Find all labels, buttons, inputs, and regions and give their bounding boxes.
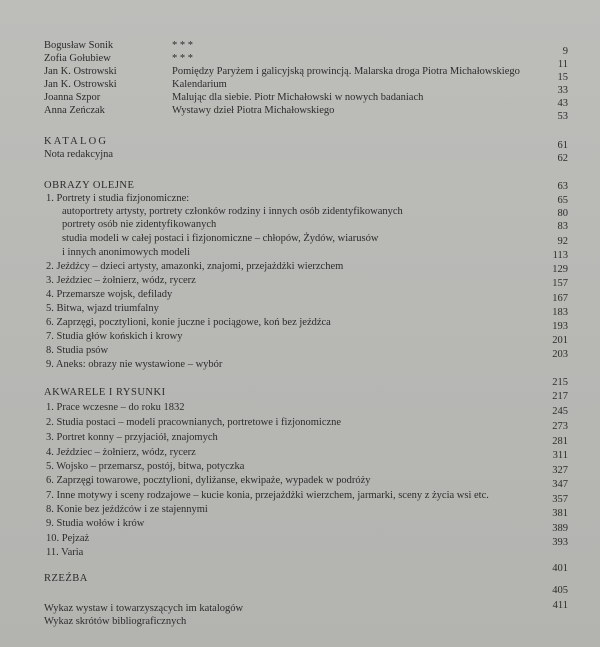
toc-entry: portrety osób nie zidentyfikowanych <box>62 219 217 230</box>
toc-entry: 2. Studia postaci – modeli pracownianych, portretowe i fizjonomiczne <box>46 417 342 428</box>
page-number: 11 <box>557 59 568 70</box>
page-number: 43 <box>557 98 568 109</box>
akwarele-heading: AKWARELE I RYSUNKI <box>44 387 166 398</box>
page-number: 63 <box>557 181 568 192</box>
katalog-heading: KATALOG <box>44 136 109 147</box>
essay-title: * * * <box>172 53 193 64</box>
page-number: 167 <box>552 293 568 304</box>
author-name: Jan K. Ostrowski <box>44 66 117 77</box>
toc-entry: 1. Portrety i studia fizjonomiczne: <box>46 193 190 204</box>
page-number: 129 <box>552 264 568 275</box>
page-number: 217 <box>552 391 568 402</box>
page-number: 347 <box>552 479 568 490</box>
wykaz-wystaw: Wykaz wystaw i towarzyszących im katalogów <box>44 603 244 614</box>
essay-title: Kalendarium <box>172 79 227 90</box>
toc-entry: 9. Studia wołów i krów <box>46 518 145 529</box>
page-number: 65 <box>557 195 568 206</box>
page-number: 201 <box>552 335 568 346</box>
toc-entry: 7. Studia głów końskich i krowy <box>46 331 183 342</box>
toc-entry: 6. Zaprzęgi towarowe, pocztylioni, dyliżanse, ekwipaże, wypadek w podróży <box>46 475 371 486</box>
page-number: 83 <box>557 221 568 232</box>
toc-entry: 8. Studia psów <box>46 345 109 356</box>
toc-entry: 1. Prace wczesne – do roku 1832 <box>46 402 185 413</box>
toc-entry: studia modeli w całej postaci i fizjonomiczne – chłopów, Żydów, wiarusów <box>62 233 379 244</box>
page-number: 281 <box>552 436 568 447</box>
page-number: 357 <box>552 494 568 505</box>
page-number: 80 <box>557 208 568 219</box>
toc-entry: 5. Bitwa, wjazd triumfalny <box>46 303 159 314</box>
author-name: Zofia Gołubiew <box>44 53 111 64</box>
page-number: 92 <box>557 236 568 247</box>
toc-entry: 2. Jeźdźcy – dzieci artysty, amazonki, znajomi, przejażdżki wierzchem <box>46 261 344 272</box>
toc-entry: 3. Jeździec – żołnierz, wódz, rycerz <box>46 275 196 286</box>
page-number: 389 <box>552 523 568 534</box>
essay-title: Pomiędzy Paryżem i galicyjską prowincją. Malarska droga Piotra Michałowskiego <box>172 66 520 77</box>
nota-redakcyjna: Nota redakcyjna <box>44 149 114 160</box>
page-number: 411 <box>552 600 568 611</box>
wykaz-skrotow: Wykaz skrótów bibliograficznych <box>44 616 187 627</box>
rzezba-heading: RZEŹBA <box>44 573 88 584</box>
page-number: 393 <box>552 537 568 548</box>
page-number: 113 <box>552 250 568 261</box>
toc-entry: autoportrety artysty, portrety członków rodziny i innych osób zidentyfikowanych <box>62 206 403 217</box>
toc-entry: 4. Jeździec – żołnierz, wódz, rycerz <box>46 447 196 458</box>
page-number: 245 <box>552 406 568 417</box>
page-number: 327 <box>552 465 568 476</box>
toc-entry: 10. Pejzaż <box>46 533 90 544</box>
author-name: Bogusław Sonik <box>44 40 114 51</box>
page-number: 215 <box>552 377 568 388</box>
page-number: 157 <box>552 278 568 289</box>
page-number: 381 <box>552 508 568 519</box>
page-number: 405 <box>552 585 568 596</box>
page-number: 193 <box>552 321 568 332</box>
toc-entry: 6. Zaprzęgi, pocztylioni, konie juczne i pociągowe, koń bez jeźdźca <box>46 317 331 328</box>
author-name: Joanna Szpor <box>44 92 101 103</box>
page-number: 33 <box>557 85 568 96</box>
page-number: 203 <box>552 349 568 360</box>
toc-entry: 7. Inne motywy i sceny rodzajowe – kucie konia, przejażdżki wierzchem, jarmarki, sceny z życia wsi etc. <box>46 490 489 501</box>
page-number: 53 <box>557 111 568 122</box>
author-name: Anna Zeńczak <box>44 105 105 116</box>
page-number: 273 <box>552 421 568 432</box>
toc-entry: 8. Konie bez jeźdźców i ze stajennymi <box>46 504 208 515</box>
toc-entry: i innych anonimowych modeli <box>62 247 191 258</box>
essay-title: Malując dla siebie. Piotr Michałowski w nowych badaniach <box>172 92 424 103</box>
toc-entry: 4. Przemarsze wojsk, defilady <box>46 289 173 300</box>
page-number: 15 <box>557 72 568 83</box>
obrazy-heading: OBRAZY OLEJNE <box>44 180 135 191</box>
essay-title: * * * <box>172 40 193 51</box>
page-number: 401 <box>552 563 568 574</box>
page-number: 183 <box>552 307 568 318</box>
page-number: 62 <box>557 153 568 164</box>
toc-entry: 11. Varia <box>46 547 84 558</box>
page-number: 311 <box>552 450 568 461</box>
essay-title: Wystawy dzieł Piotra Michałowskiego <box>172 105 335 116</box>
toc-entry: 3. Portret konny – przyjaciół, znajomych <box>46 432 218 443</box>
page-number: 61 <box>557 140 568 151</box>
toc-entry: 9. Aneks: obrazy nie wystawione – wybór <box>46 359 223 370</box>
page-number: 9 <box>562 46 568 57</box>
author-name: Jan K. Ostrowski <box>44 79 117 90</box>
toc-entry: 5. Wojsko – przemarsz, postój, bitwa, potyczka <box>46 461 245 472</box>
